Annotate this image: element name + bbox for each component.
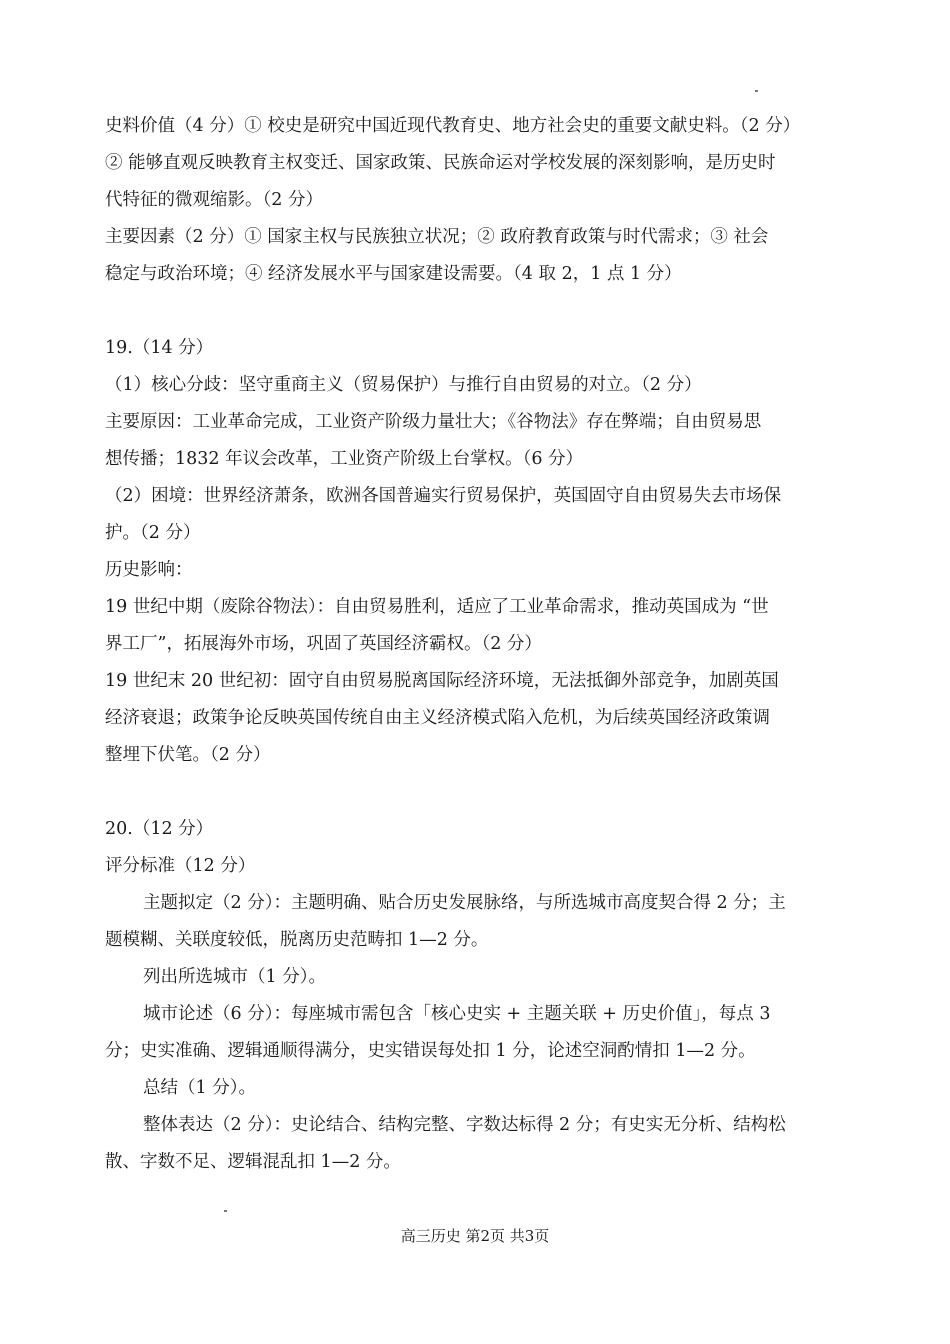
text-line: 护。（2 分） <box>105 523 201 543</box>
text-line: 想传播；1832 年议会改革，工业资产阶级上台掌权。（6 分） <box>105 449 584 469</box>
answer-content <box>105 108 850 1181</box>
text-line: 代特征的微观缩影。（2 分） <box>105 190 323 210</box>
spacer <box>105 293 850 330</box>
question-20-heading: 20.（12 分） <box>105 819 214 839</box>
question-19-section <box>105 330 850 774</box>
speck-mark-bottom <box>224 1210 227 1212</box>
text-line: 主要因素（2 分）① 国家主权与民族独立状况；② 政府教育政策与时代需求；③ 社会 <box>105 227 769 247</box>
scoring-standard-heading: 评分标准（12 分） <box>105 856 256 876</box>
text-line: 主题拟定（2 分）：主题明确、贴合历史发展脉络，与所选城市高度契合得 2 分；主 <box>143 893 786 913</box>
text-line: 19 世纪中期（废除谷物法）：自由贸易胜利，适应了工业革命需求，推动英国成为 “世 <box>105 597 769 617</box>
speck-mark-top <box>755 90 758 92</box>
text-line: （2）困境：世界经济萧条，欧洲各国普遍实行贸易保护，英国固守自由贸易失去市场保 <box>105 486 782 506</box>
text-line: 稳定与政治环境；④ 经济发展水平与国家建设需要。（4 取 2，1 点 1 分） <box>105 264 682 284</box>
text-line: 历史影响： <box>105 560 193 580</box>
text-line: （1）核心分歧：坚守重商主义（贸易保护）与推行自由贸易的对立。（2 分） <box>105 375 702 395</box>
text-line: 整埋下伏笔。（2 分） <box>105 745 271 765</box>
source-value-section <box>105 108 850 293</box>
text-line: 19 世纪末 20 世纪初：固守自由贸易脱离国际经济环境，无法抵御外部竞争，加剧英国 <box>105 671 779 691</box>
text-line: 史料价值（4 分）① 校史是研究中国近现代教育史、地方社会史的重要文献史料。（2 分） <box>105 116 801 136</box>
text-line: 散、字数不足、逻辑混乱扣 1—2 分。 <box>105 1152 401 1172</box>
text-line: 列出所选城市（1 分）。 <box>143 967 326 987</box>
text-line: 整体表达（2 分）：史论结合、结构完整、字数达标得 2 分；有史实无分析、结构松 <box>143 1115 786 1135</box>
text-line: 经济衰退；政策争论反映英国传统自由主义经济模式陷入危机，为后续英国经济政策调 <box>105 708 770 728</box>
spacer <box>105 774 850 811</box>
text-line: ② 能够直观反映教育主权变迁、国家政策、民族命运对学校发展的深刻影响，是历史时 <box>105 153 776 173</box>
text-line: 主要原因：工业革命完成，工业资产阶级力量壮大；《谷物法》存在弊端；自由贸易思 <box>105 412 762 432</box>
question-19-heading: 19.（14 分） <box>105 338 214 358</box>
text-line: 界工厂”，拓展海外市场，巩固了英国经济霸权。（2 分） <box>105 634 542 654</box>
question-20-section <box>105 811 850 1181</box>
text-line: 题模糊、关联度较低，脱离历史范畴扣 1—2 分。 <box>105 930 489 950</box>
text-line: 城市论述（6 分）：每座城市需包含「核心史实 + 主题关联 + 历史价值」，每点 3 <box>143 1004 771 1024</box>
text-line: 分；史实准确、逻辑通顺得满分，史实错误每处扣 1 分，论述空洞酌情扣 1—2 分。 <box>105 1041 756 1061</box>
text-line: 总结（1 分）。 <box>143 1078 256 1098</box>
page-footer: 高三历史 第2页 共3页 <box>400 1227 550 1245</box>
